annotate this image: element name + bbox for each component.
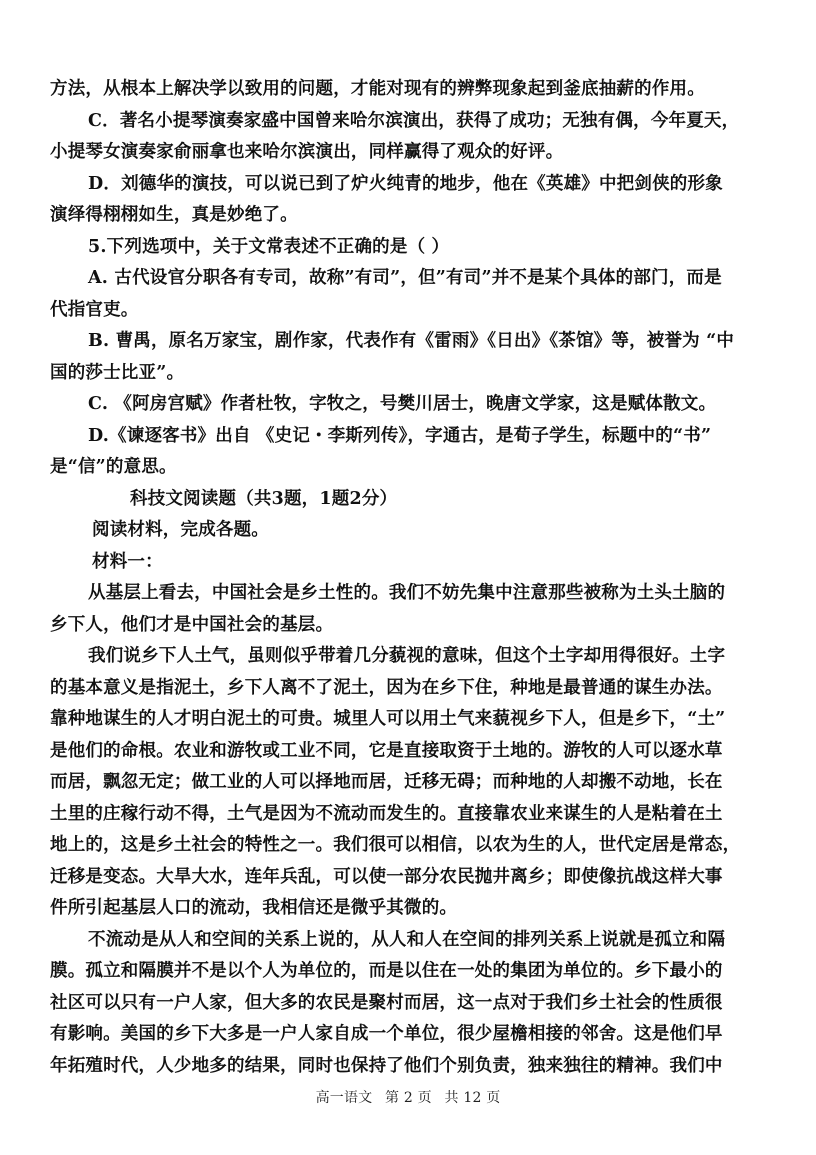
text-line-l32: 年拓殖时代，人少地多的结果，同时也保持了他们个别负责，独来独往的精神。我们中 [50,1055,723,1076]
text-line-l09: B. 曹禺，原名万家宝，剧作家，代表作有《雷雨》《日出》《茶馆》等，被誉为 “中 [88,331,735,351]
text-line-l18: 乡下人，他们才是中国社会的基层。 [50,614,334,635]
text-line-l14: 科技文阅读题（共3题，1题2分） [130,488,398,509]
text-line-l19: 我们说乡下人土气，虽则似乎带着几分藐视的意味，但这个土字却用得很好。土字 [88,646,726,666]
text-line-l23: 而居，飘忽无定；做工业的人可以择地而居，迁移无碍；而种地的人却搬不动地，长在 [50,772,723,792]
text-line-l20: 的基本意义是指泥土，乡下人离不了泥土，因为在乡下住，种地是最普通的谋生办法。 [50,677,723,698]
text-line-l22: 是他们的命根。农业和游牧或工业不同，它是直接取资于土地的。游牧的人可以逐水草 [50,740,723,761]
text-line-l30: 社区可以只有一户人家，但大多的农民是聚村而居，这一点对于我们乡土社会的性质很 [50,992,723,1013]
text-line-l08: 代指官吏。 [50,299,139,320]
text-line-l15: 阅读材料，完成各题。 [92,520,269,540]
text-line-l27: 件所引起基层人口的流动，我相信还是微乎其微的。 [50,898,458,918]
text-line-l03: 小提琴女演奏家俞丽拿也来哈尔滨演出，同样赢得了观众的好评。 [50,142,564,162]
text-line-l24: 土里的庄稼行动不得，土气是因为不流动而发生的。直接靠农业来谋生的人是粘着在土 [50,803,723,824]
footer-subject: 高一语文 [315,1090,373,1106]
page-footer [0,1088,816,1108]
text-line-l29: 膜。孤立和隔膜并不是以个人为单位的，而是以住在一处的集团为单位的。乡下最小的 [50,961,723,981]
text-line-l02: C．著名小提琴演奏家盛中国曾来哈尔滨演出，获得了成功；无独有偶，今年夏天， [88,110,740,131]
text-line-l21: 靠种地谋生的人才明白泥土的可贵。城里人可以用土气来藐视乡下人，但是乡下，“土” [50,709,726,729]
text-line-l13: 是“信”的意思。 [50,457,177,477]
footer-page-number: 第 2 页 [385,1090,432,1106]
text-line-l04: D．刘德华的演技，可以说已到了炉火纯青的地步，他在《英雄》中把剑侠的形象 [88,173,723,194]
text-line-l17: 从基层上看去，中国社会是乡土性的。我们不妨先集中注意那些被称为土头土脑的 [88,583,726,603]
footer-total-pages: 共 12 页 [444,1090,501,1106]
text-line-l05: 演绎得栩栩如生，真是妙绝了。 [50,205,298,225]
text-line-l11: C. 《阿房宫赋》作者杜牧，字牧之，号樊川居士，晚唐文学家，这是赋体散文。 [88,394,717,414]
text-line-l01: 方法，从根本上解决学以致用的问题，才能对现有的辨弊现象起到釜底抽薪的作用。 [50,79,705,99]
text-line-l16: 材料一： [92,551,163,572]
text-line-l26: 迁移是变态。大旱大水，连年兵乱，可以使一部分农民抛井离乡；即使像抗战这样大事 [50,866,723,887]
text-line-l25: 地上的，这是乡土社会的特性之一。我们很可以相信，以农为生的人，世代定居是常态， [50,835,741,855]
text-line-l07: A. 古代设官分职各有专司，故称”有司”，但”有司”并不是某个具体的部门，而是 [88,268,722,288]
text-line-l12: D.《谏逐客书》出自 《史记・李斯列传》，字通古，是荀子学生，标题中的“书” [88,425,712,446]
text-line-l31: 有影响。美国的乡下大多是一户人家自成一个单位，很少屋檐相接的邻舍。这是他们早 [50,1024,723,1044]
text-line-l10: 国的莎士比亚”。 [50,362,185,383]
text-line-l06: 5.下列选项中，关于文常表述不正确的是（ ） [88,236,450,257]
text-line-l28: 不流动是从人和空间的关系上说的，从人和人在空间的排列关系上说就是孤立和隔 [88,929,726,950]
